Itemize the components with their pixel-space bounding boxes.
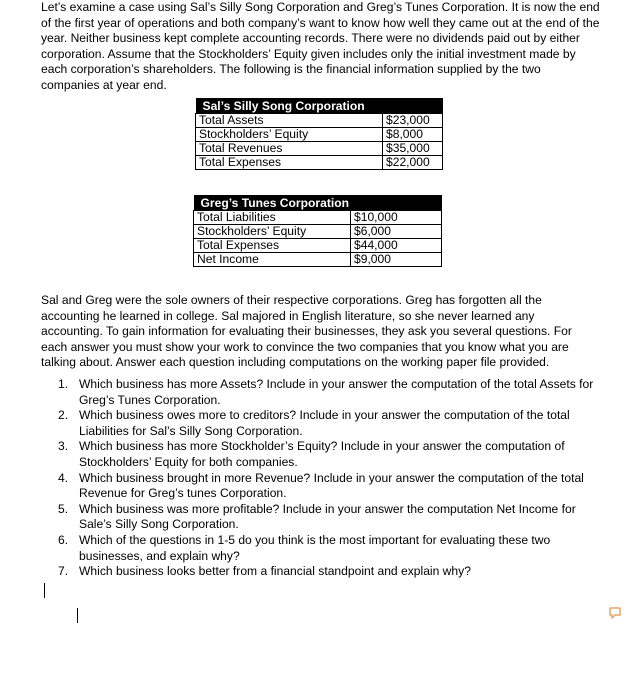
- greg-row-value: $6,000: [351, 225, 442, 239]
- sal-row-value: $22,000: [383, 156, 443, 170]
- intro-paragraph: Let’s examine a case using Sal’s Silly Song Corporation and Greg’s Tunes Corporation. It is now the end of the first year of operations and both company’s want to know how well they came out at the end of the year. Neither business kept complete accounting records. There were no dividends paid out by either corporation. Assume that the Stockholders’ Equity given includes only the initial investment made by each corporation’s shareholders. The following is the financial information supplied by the two companies at year end.: [41, 0, 600, 92]
- question-text: Which business has more Assets? Include in your answer the computation of the total Assets for Greg’s Tunes Corporation.: [79, 377, 594, 407]
- question-text: Which business owes more to creditors? Include in your answer the computation of the total Liabilities for Sal’s Silly Song Corporation.: [79, 408, 570, 438]
- greg-row-label: Total Liabilities: [194, 211, 351, 225]
- question-text: Which business has more Stockholder’s Equity? Include in your answer the computation of Stockholders’ Equity for both companies.: [79, 439, 565, 469]
- sal-row-label: Stockholders’ Equity: [196, 128, 383, 142]
- question-item: [58, 377, 598, 408]
- sal-row-value: $8,000: [383, 128, 443, 142]
- question-item: [58, 408, 598, 439]
- greg-financial-table: [193, 195, 442, 267]
- question-text: Which business was more profitable? Include in your answer the computation Net Income for Sale’s Silly Song Corporation.: [79, 501, 576, 532]
- question-item: [58, 533, 598, 564]
- question-number: 2.: [58, 408, 69, 423]
- greg-row-value: $44,000: [351, 239, 442, 253]
- sal-row-label: Total Revenues: [196, 142, 383, 156]
- table-row: [194, 225, 442, 239]
- question-number: 6.: [58, 532, 69, 547]
- table-row: [196, 114, 443, 128]
- question-text: Which business brought in more Revenue? Include in your answer the computation of the total Revenue for Greg’s tunes Corporation.: [79, 470, 584, 501]
- sal-row-label: Total Assets: [196, 114, 383, 128]
- question-item: [58, 439, 598, 470]
- question-number: 4.: [58, 470, 69, 485]
- comment-icon[interactable]: [608, 606, 622, 620]
- question-item: [58, 471, 598, 502]
- sal-table-title: Sal’s Silly Song Corporation: [196, 98, 443, 114]
- greg-row-label: Stockholders’ Equity: [194, 225, 351, 239]
- text-cursor[interactable]: [44, 583, 45, 598]
- table-row: [196, 156, 443, 170]
- greg-row-label: Net Income: [194, 253, 351, 267]
- greg-row-value: $10,000: [351, 211, 442, 225]
- text-cursor[interactable]: [77, 608, 78, 623]
- instructions-paragraph: Sal and Greg were the sole owners of their respective corporations. Greg has forgotten all the accounting he learned in college. Sal majored in English literature, so she never learned any accounting. To gain information for evaluating their businesses, they ask you several questions. For each answer you must show your work to convince the two companies that you know what you are talking about. Answer each question including computations on the working paper file provided.: [41, 293, 572, 370]
- greg-row-label: Total Expenses: [194, 239, 351, 253]
- greg-table-title: Greg’s Tunes Corporation: [194, 195, 442, 211]
- table-row: [196, 142, 443, 156]
- sal-financial-table: [195, 98, 443, 170]
- question-number: 5.: [58, 501, 69, 516]
- question-text: Which business looks better from a financial standpoint and explain why?: [79, 564, 471, 579]
- table-row: [194, 211, 442, 225]
- table-row: [194, 239, 442, 253]
- table-row: [194, 253, 442, 267]
- sal-row-value: $23,000: [383, 114, 443, 128]
- question-number: 3.: [58, 439, 69, 454]
- question-list: [58, 377, 598, 580]
- sal-row-value: $35,000: [383, 142, 443, 156]
- sal-row-label: Total Expenses: [196, 156, 383, 170]
- question-item: [58, 502, 598, 533]
- question-number: 7.: [58, 564, 69, 579]
- question-number: 1.: [58, 377, 69, 391]
- question-item: [58, 564, 598, 580]
- question-text: Which of the questions in 1-5 do you think is the most important for evaluating these two businesses, and explain why?: [79, 532, 551, 563]
- greg-row-value: $9,000: [351, 253, 442, 267]
- table-row: [196, 128, 443, 142]
